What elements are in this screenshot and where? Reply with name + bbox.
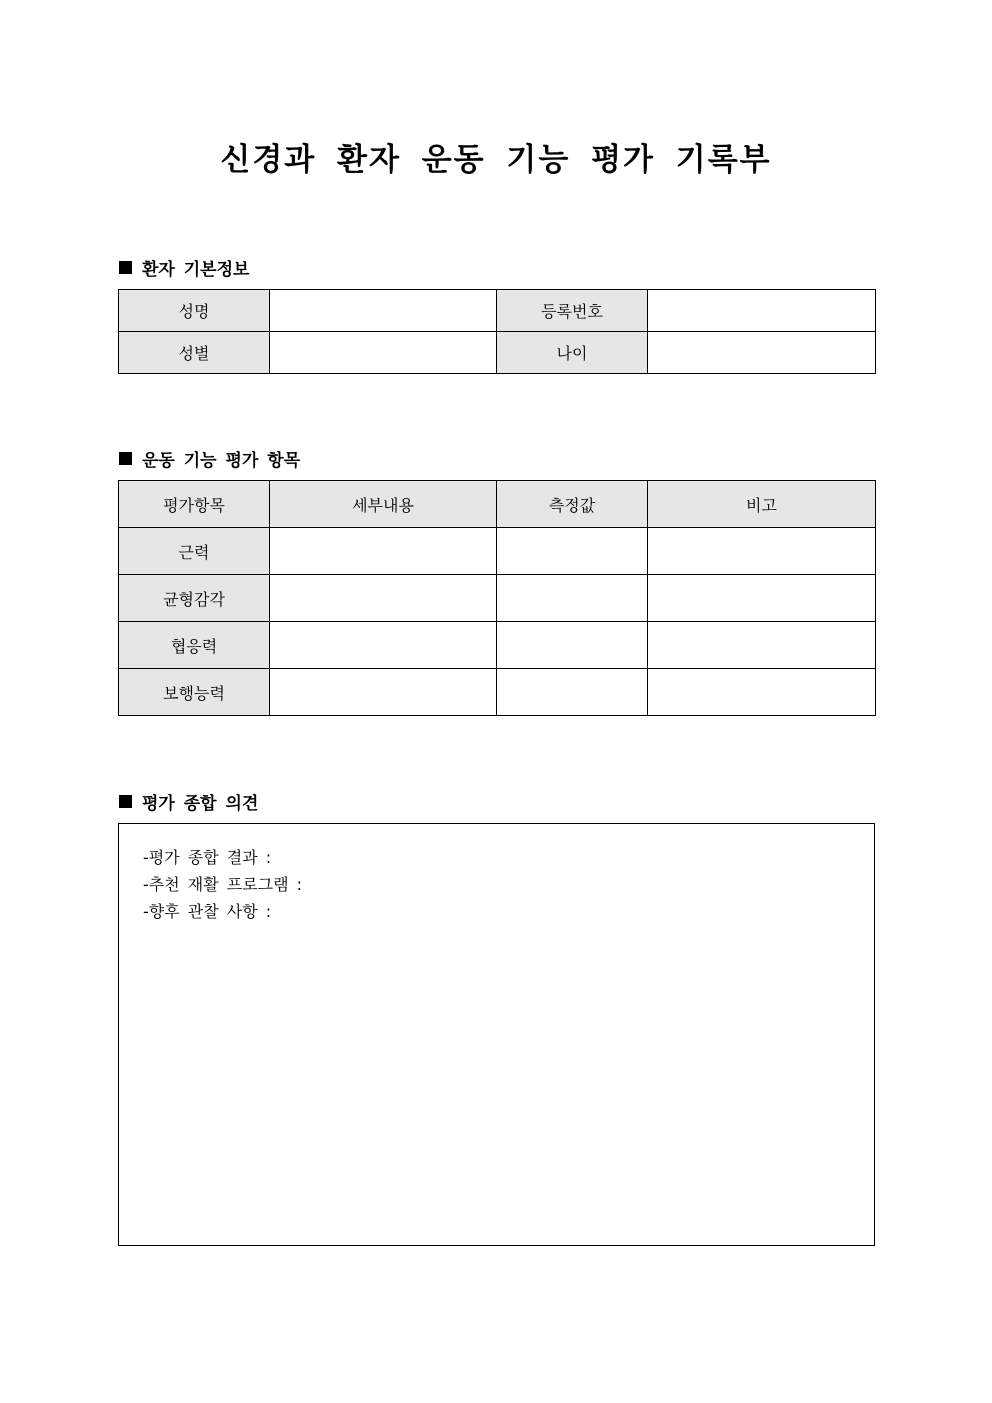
opinion-lines <box>119 824 874 925</box>
table-row <box>119 575 876 622</box>
item-strength-label: 근력 <box>119 528 270 575</box>
strength-note-field[interactable] <box>648 528 876 575</box>
future-observation-line: -향후 관찰 사항 : <box>143 902 272 921</box>
evaluation-heading <box>119 446 300 471</box>
item-coordination-label: 협응력 <box>119 622 270 669</box>
age-field[interactable] <box>648 332 876 374</box>
square-bullet-icon <box>119 795 132 808</box>
patient-info-heading-text: 환자 기본정보 <box>142 260 250 280</box>
column-header-item: 평가항목 <box>119 481 270 528</box>
balance-value-field[interactable] <box>497 575 648 622</box>
evaluation-heading-text: 운동 기능 평가 항목 <box>142 451 301 471</box>
gait-value-field[interactable] <box>497 669 648 716</box>
overall-result-line: -평가 종합 결과 : <box>143 848 272 867</box>
gender-label: 성별 <box>119 332 270 374</box>
strength-detail-field[interactable] <box>270 528 497 575</box>
table-row <box>119 669 876 716</box>
patient-info-heading <box>119 255 249 280</box>
registration-number-label: 등록번호 <box>497 290 648 332</box>
table-row <box>119 290 876 332</box>
coordination-value-field[interactable] <box>497 622 648 669</box>
table-row <box>119 622 876 669</box>
evaluation-table <box>118 480 876 716</box>
item-balance-label: 균형감각 <box>119 575 270 622</box>
gait-detail-field[interactable] <box>270 669 497 716</box>
column-header-value: 측정값 <box>497 481 648 528</box>
gender-field[interactable] <box>270 332 497 374</box>
balance-note-field[interactable] <box>648 575 876 622</box>
column-header-note: 비고 <box>648 481 876 528</box>
registration-number-field[interactable] <box>648 290 876 332</box>
recommended-rehab-line: -추천 재활 프로그램 : <box>143 875 303 894</box>
table-header-row <box>119 481 876 528</box>
name-label: 성명 <box>119 290 270 332</box>
opinion-heading-text: 평가 종합 의견 <box>142 794 259 814</box>
coordination-detail-field[interactable] <box>270 622 497 669</box>
patient-info-table <box>118 289 876 374</box>
name-field[interactable] <box>270 290 497 332</box>
strength-value-field[interactable] <box>497 528 648 575</box>
age-label: 나이 <box>497 332 648 374</box>
square-bullet-icon <box>119 452 132 465</box>
square-bullet-icon <box>119 261 132 274</box>
gait-note-field[interactable] <box>648 669 876 716</box>
table-row <box>119 528 876 575</box>
column-header-detail: 세부내용 <box>270 481 497 528</box>
opinion-textbox[interactable] <box>118 823 875 1246</box>
coordination-note-field[interactable] <box>648 622 876 669</box>
item-gait-label: 보행능력 <box>119 669 270 716</box>
document-title: 신경과 환자 운동 기능 평가 기록부 <box>220 142 772 178</box>
balance-detail-field[interactable] <box>270 575 497 622</box>
table-row <box>119 332 876 374</box>
opinion-heading <box>119 789 258 814</box>
